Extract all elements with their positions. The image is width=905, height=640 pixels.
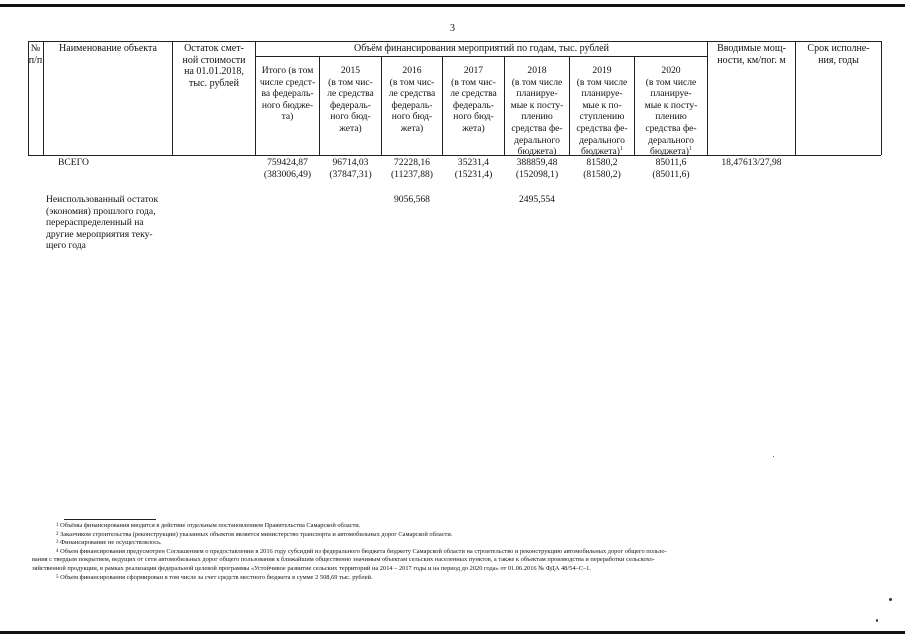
row-total-capacity: 18,47613/27,98 — [721, 157, 782, 168]
bottom-border — [0, 631, 905, 634]
header-year-2019: 2019 (в том числе планируе- мые к по- ступлению средства фе- дерального бюджета)$^1$ — [576, 65, 628, 158]
header-remainder: Остаток смет- ной стоимости на 01.01.2018, тыс. рублей — [182, 43, 246, 89]
footnotes — [32, 519, 882, 582]
footnote-1: $^1$ Объёмы финансирования вводятся в действие отдельным постановлением Правительства Самарской области. — [56, 522, 361, 529]
scan-speck — [773, 456, 774, 457]
row-unused-label: Неиспользованный остаток (экономия) прошлого года, перераспределенный на другие мероприятия теку- щего года — [46, 194, 159, 252]
row-unused-2016: 9056,568 — [394, 194, 430, 205]
header-funding-group: Объём финансирования мероприятий по годам, тыс. рублей — [354, 43, 609, 54]
row-total-2020: 85011,6 (85011,6) — [652, 157, 690, 180]
header-year-2018: 2018 (в том числе планируе- мые к посту- плению средства фе- дерального бюджета) — [510, 65, 564, 158]
row-total-2019: 81580,2 (81580,2) — [583, 157, 621, 180]
footnote-5: $^5$ Объем финансирования сформирован в том числе за счет средств местного бюджета в сумме 2 508,69 тыс. рублей. — [56, 573, 373, 581]
row-total-2018: 388859,48 (152098,1) — [515, 157, 559, 180]
row-total-label: ВСЕГО — [58, 157, 89, 168]
page-number: 3 — [450, 23, 455, 34]
header-year-2020: 2020 (в том числе планируе- мые к посту- плению средства фе- дерального бюджета)$^1$ — [644, 65, 698, 158]
footnote-4-continued-2: зяйственной продукции, в рамках реализации федеральной целевой программы «Устойчивое развитие сельских территорий на 2014 – 2017 годы и на период до 2020 года» от 01.06.2016 № ФДА 48/54–С–1. — [32, 564, 591, 572]
header-year-2017: 2017 (в том чис- ле средства федераль- ного бюд- жета) — [450, 65, 497, 134]
scan-speck — [889, 598, 892, 601]
header-capacity: Вводимые мощ- ности, км/пог. м — [717, 43, 786, 66]
top-border — [0, 4, 905, 7]
header-year-2015: 2015 (в том чис- ле средства федераль- ного бюд- жета) — [327, 65, 374, 134]
row-total-sum: 759424,87 (383006,49) — [263, 157, 312, 180]
header-total: Итого (в том числе средст- ва федераль- ного бюдже- та) — [259, 65, 316, 123]
row-unused-2018: 2495,554 — [519, 194, 555, 205]
header-number: № п/п — [28, 43, 43, 66]
row-total-2017: 35231,4 (15231,4) — [454, 157, 493, 180]
header-deadline: Срок исполне- ния, годы — [807, 43, 870, 66]
row-total-2015: 96714,03 (37847,31) — [329, 157, 372, 180]
footnote-2: $^2$ Заказчиком строительства (реконструкции) указанных объектов является министерство транспорта и автомобильных дорог Самарской области. — [56, 530, 453, 538]
footnote-3: $^3$ Финансирование не осуществлялось. — [56, 539, 162, 547]
header-object-name: Наименование объекта — [59, 43, 157, 54]
footnote-4-continued: вания с твердым покрытием, ведущих от сети автомобильных дорог общего пользования к ближайшим общественно значимым объектам сельских населенных пунктов, а также к объектам производства и переработки сельскохо- — [32, 556, 655, 564]
footnote-4: $^4$ Объем финансирования предусмотрен Соглашением о предоставлении в 2016 году субсидий из федерального бюджета бюджету Самарской области на строительство и реконструкцию автомобильных дорог общего пользо- — [56, 547, 667, 555]
header-year-2016: 2016 (в том чис- ле средства федераль- ного бюд- жета) — [388, 65, 436, 134]
scan-speck — [876, 619, 878, 622]
row-total-2016: 72228,16 (11237,88) — [390, 157, 433, 180]
